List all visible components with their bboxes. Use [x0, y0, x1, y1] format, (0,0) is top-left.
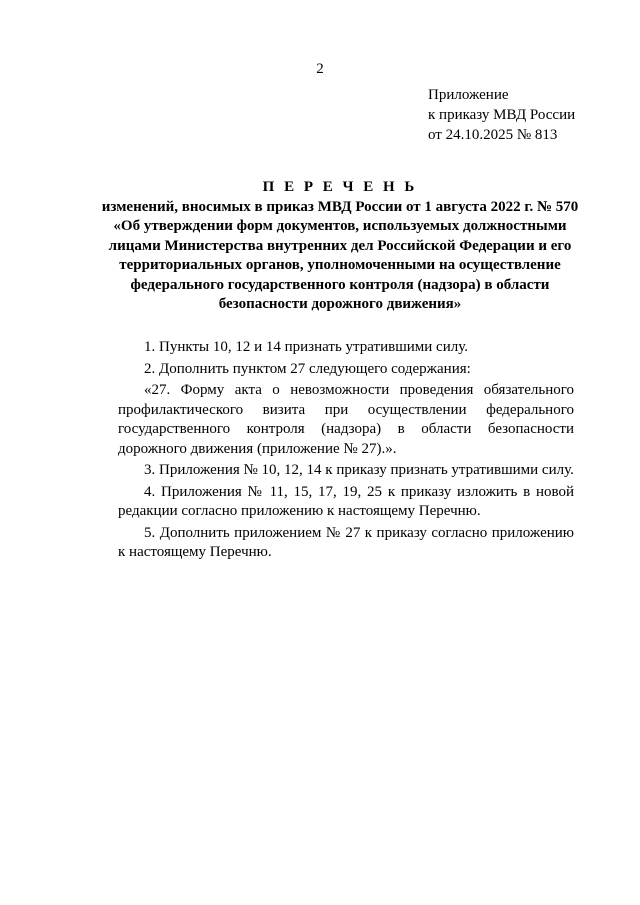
title-line-6: безопасности дорожного движения»: [218, 296, 462, 312]
list-item-5: 5. Дополнить приложением № 27 к приказу согласно приложению к настоящему Перечню.: [118, 524, 574, 560]
title-block: [90, 178, 590, 315]
list-item-1: 1. Пункты 10, 12 и 14 признать утратившими силу.: [144, 339, 468, 355]
title-line-2: «Об утверждении форм документов, используемых должностными: [113, 218, 567, 234]
list-item-3: 3. Приложения № 10, 12, 14 к приказу признать утратившими силу.: [144, 462, 574, 478]
appendix-line-3: от 24.10.2025 № 813: [428, 127, 558, 143]
appendix-block: [428, 85, 628, 145]
document-heading: П Е Р Е Ч Е Н Ь: [262, 179, 418, 195]
title-line-4: территориальных органов, уполномоченными на осуществление: [119, 257, 561, 273]
appendix-line-1: Приложение: [428, 87, 509, 103]
list-item-quote: «27. Форму акта о невозможности проведения обязательного профилактического визита при осуществлении федерального государственного контроля (надзора) в области безопасности дорожного движения (приложение № 27).».: [118, 382, 574, 457]
title-line-1: изменений, вносимых в приказ МВД России от 1 августа 2022 г. № 570: [101, 198, 579, 215]
page-number: 2: [316, 61, 324, 77]
list-item-4: 4. Приложения № 11, 15, 17, 19, 25 к приказу изложить в новой редакции согласно приложению к настоящему Перечню.: [118, 483, 574, 519]
document-body: [118, 338, 574, 565]
list-item-2: 2. Дополнить пунктом 27 следующего содержания:: [144, 360, 471, 377]
appendix-line-2: к приказу МВД России: [428, 107, 576, 123]
title-line-3: лицами Министерства внутренних дел Российской Федерации и его: [108, 237, 572, 254]
title-line-5: федерального государственного контроля (надзора) в области: [130, 276, 550, 293]
